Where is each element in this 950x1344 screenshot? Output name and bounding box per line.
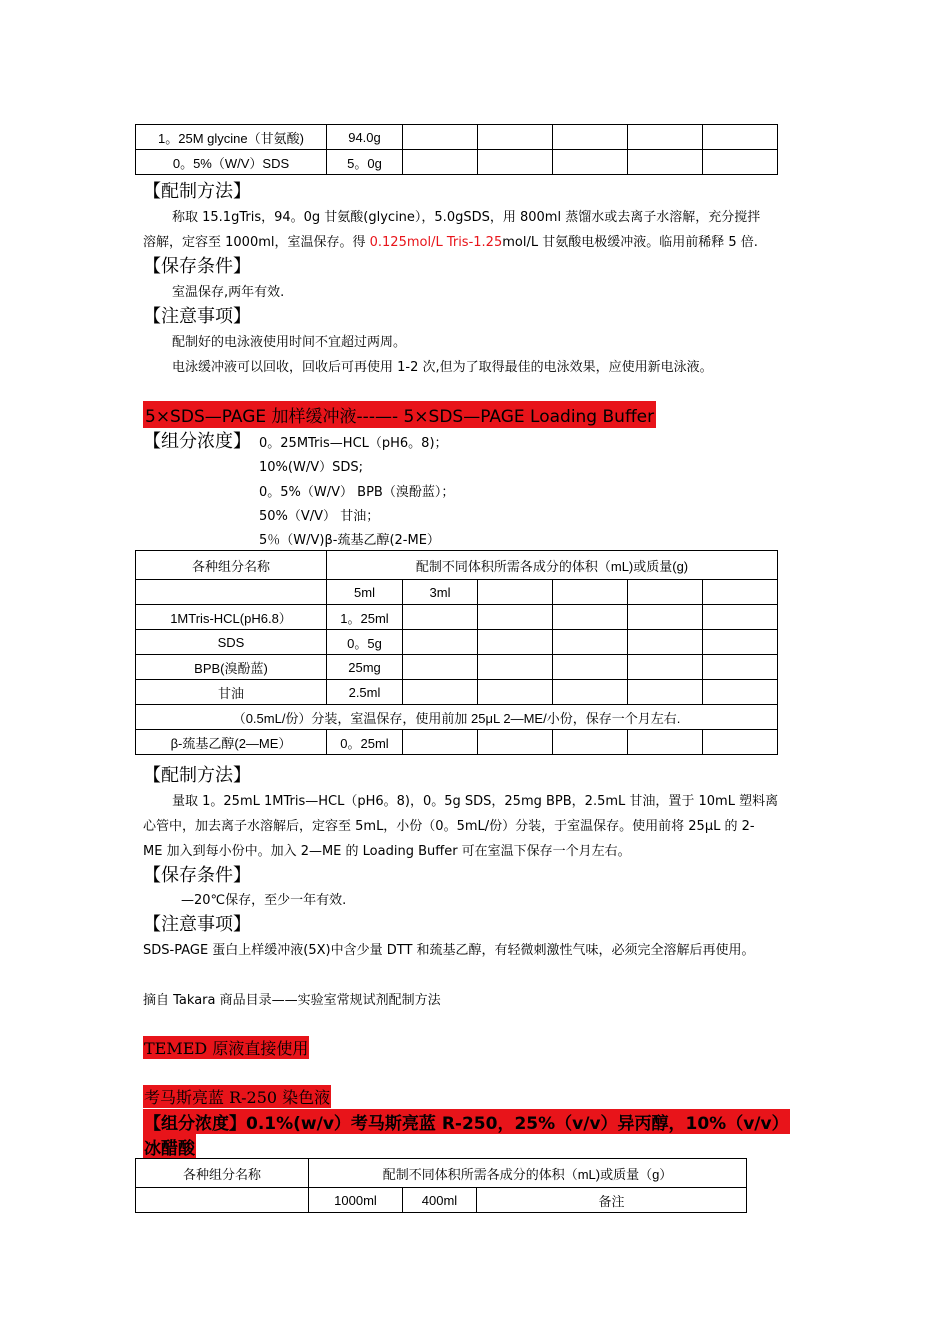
- volume-header: 5ml: [327, 580, 403, 605]
- volume-header: 400ml: [403, 1188, 477, 1213]
- component-name-cell: BPB(溴酚蓝): [136, 655, 327, 680]
- column-header: 配制不同体积所需各成分的体积（mL)或质量(g): [327, 551, 778, 580]
- coomassie-composition-line: 【组分浓度】0.1%(w/v）考马斯亮蓝 R-250，25%（v/v）异丙醇，10%（v/v）: [143, 1109, 790, 1134]
- component-name-cell: SDS: [136, 630, 327, 655]
- table-row: [136, 605, 778, 630]
- table-row: [136, 730, 778, 755]
- storage-heading: 【保存条件】: [143, 256, 251, 277]
- component-name-cell: 1。25M glycine（甘氨酸): [136, 125, 327, 150]
- storage-text: —20℃保存，至少一年有效.: [181, 893, 347, 908]
- method-text-line: 心管中，加去离子水溶解后，定容至 5mL，小份（0。5mL/份）分装，于室温保存。使用前将 25μL 的 2-: [143, 819, 755, 834]
- table-header-row: [136, 1159, 747, 1188]
- source-citation: 摘自 Takara 商品目录——实验室常规试剂配制方法: [143, 993, 441, 1008]
- composition-heading: 【组分浓度】: [143, 431, 251, 452]
- table-row: [136, 705, 778, 730]
- component-name-cell: 甘油: [136, 680, 327, 705]
- table-subheader-row: [136, 1188, 747, 1213]
- method-text-line: 称取 15.1gTris，94。0g 甘氨酸(glycine），5.0gSDS，用 800ml 蒸馏水或去离子水溶解，充分搅拌: [172, 210, 761, 225]
- storage-heading: 【保存条件】: [143, 865, 251, 886]
- amount-cell: 25mg: [327, 655, 403, 680]
- composition-item: 0。25MTris—HCL（pH6。8)；: [259, 436, 448, 451]
- composition-item: 10%(W/V）SDS;: [259, 460, 363, 475]
- notes-text-line: SDS-PAGE 蛋白上样缓冲液(5X)中含少量 DTT 和巯基乙醇，有轻微刺激性气味，必须完全溶解后再使用。: [143, 943, 755, 958]
- electrode-buffer-table: [135, 124, 778, 175]
- volume-header: 1000ml: [309, 1188, 403, 1213]
- method-text-line: 量取 1。25mL 1MTris—HCL（pH6。8)，0。5g SDS，25mg BPB，2.5mL 甘油，置于 10mL 塑料离: [172, 794, 779, 809]
- method-text-line: ME 加入到每小份中。加入 2—ME 的 Loading Buffer 可在室温下保存一个月左右。: [143, 844, 631, 859]
- table-row: [136, 630, 778, 655]
- notes-heading: 【注意事项】: [143, 914, 251, 935]
- coomassie-composition-line: 冰醋酸: [143, 1134, 196, 1159]
- section-title-loading-buffer: 5×SDS—PAGE 加样缓冲液---—- 5×SDS—PAGE Loading Buffer: [143, 401, 656, 428]
- component-name-cell: 0。5%（W/V）SDS: [136, 150, 327, 175]
- table-row: [136, 125, 778, 150]
- storage-note-cell: （0.5mL/份）分装，室温保存，使用前加 25μL 2—ME/小份，保存一个月左右.: [136, 705, 778, 730]
- table-row: [136, 655, 778, 680]
- table-row: [136, 150, 778, 175]
- composition-item: 50%（V/V） 甘油；: [259, 509, 380, 524]
- column-header: 各种组分名称: [136, 551, 327, 580]
- loading-buffer-table: [135, 550, 778, 755]
- amount-cell: 0。5g: [327, 630, 403, 655]
- section-title-coomassie: 考马斯亮蓝 R-250 染色液: [143, 1085, 331, 1108]
- column-header: 各种组分名称: [136, 1159, 309, 1188]
- remarks-header: 备注: [477, 1188, 747, 1213]
- column-header: 配制不同体积所需各成分的体积（mL)或质量（g）: [309, 1159, 747, 1188]
- method-text-line: 溶解，定容至 1000ml，室温保存。得 0.125mol/L Tris-1.25mol/L 甘氨酸电极缓冲液。临用前稀释 5 倍.: [143, 235, 758, 250]
- table-row: [136, 680, 778, 705]
- table-subheader-row: [136, 580, 778, 605]
- notes-heading: 【注意事项】: [143, 306, 251, 327]
- storage-text: 室温保存,两年有效.: [172, 285, 285, 300]
- highlighted-concentration: 0.125mol/L Tris-1.25: [369, 235, 503, 250]
- temed-note: TEMED 原液直接使用: [143, 1036, 309, 1059]
- amount-cell: 0。25ml: [327, 730, 403, 755]
- component-name-cell: β-巯基乙醇(2—ME）: [136, 730, 327, 755]
- composition-item: 5％（W/V)β-巯基乙醇(2-ME）: [259, 533, 440, 548]
- component-name-cell: 1MTris-HCL(pH6.8）: [136, 605, 327, 630]
- method-heading: 【配制方法】: [143, 181, 251, 202]
- volume-header: 3ml: [403, 580, 478, 605]
- method-heading: 【配制方法】: [143, 765, 251, 786]
- composition-item: 0。5%（W/V） BPB（溴酚蓝）；: [259, 485, 455, 500]
- amount-cell: 5。0g: [327, 150, 403, 175]
- coomassie-table: [135, 1158, 747, 1213]
- table-header-row: [136, 551, 778, 580]
- amount-cell: 2.5ml: [327, 680, 403, 705]
- notes-text-line: 电泳缓冲液可以回收，回收后可再使用 1-2 次,但为了取得最佳的电泳效果，应使用新电泳液。: [172, 360, 713, 375]
- amount-cell: 1。25ml: [327, 605, 403, 630]
- notes-text-line: 配制好的电泳液使用时间不宜超过两周。: [172, 335, 407, 350]
- amount-cell: 94.0g: [327, 125, 403, 150]
